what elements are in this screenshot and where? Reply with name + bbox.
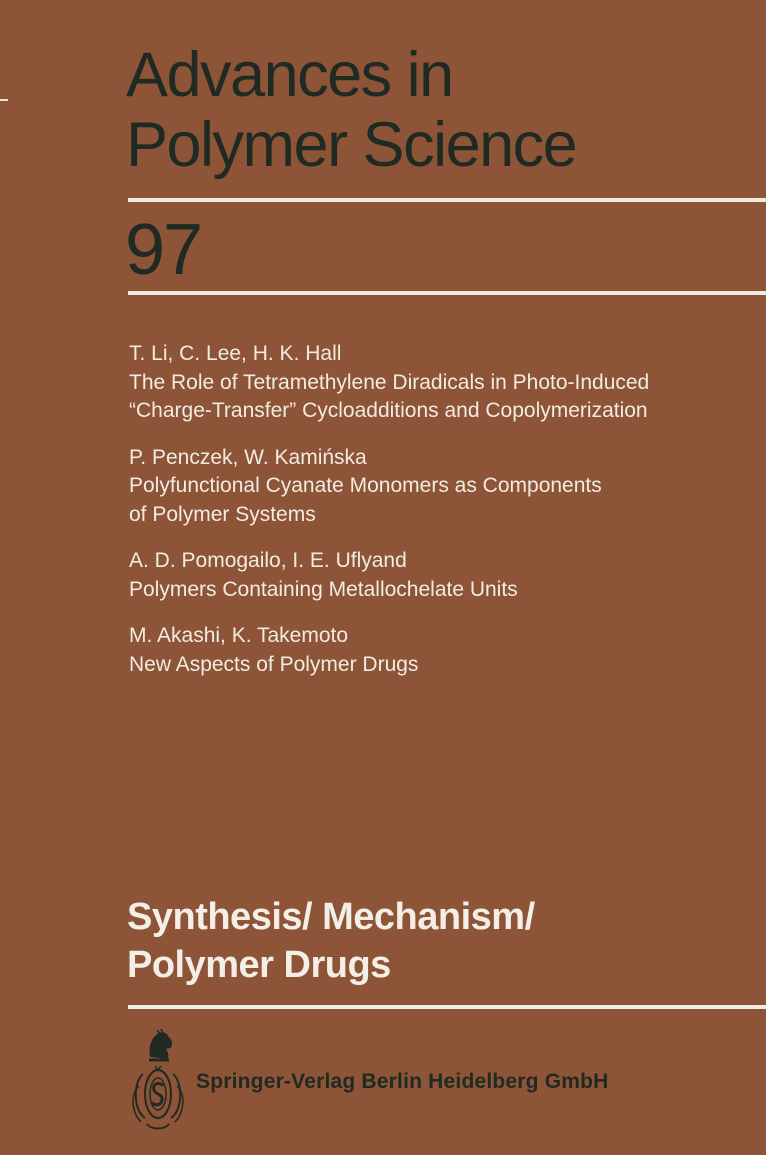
divider-middle [128, 291, 766, 295]
volume-number: 97 [125, 210, 202, 290]
publisher-name: Springer-Verlag Berlin Heidelberg GmbH [196, 1070, 609, 1093]
contents-list [129, 340, 759, 697]
volume-title-line-2: Polymer Drugs [127, 944, 391, 986]
springer-knight-icon [127, 1026, 189, 1134]
series-title-line-2: Polymer Science [126, 110, 577, 180]
article-authors: M. Akashi, K. Takemoto [129, 624, 349, 647]
article-authors: T. Li, C. Lee, H. K. Hall [129, 342, 342, 365]
article-title-line: The Role of Tetramethylene Diradicals in Photo-Induced [129, 370, 650, 394]
article-authors: P. Penczek, W. Kamińska [129, 445, 367, 469]
series-title-line-1: Advances in [126, 40, 453, 110]
edge-tick [0, 99, 8, 101]
article-entry [129, 444, 759, 530]
article-entry [129, 622, 759, 679]
article-entry [129, 340, 759, 426]
divider-bottom [128, 1005, 766, 1009]
divider-top [128, 198, 766, 202]
article-title-line: “Charge-Transfer” Cycloadditions and Copolymerization [129, 399, 648, 422]
article-title-line: of Polymer Systems [129, 502, 316, 526]
article-entry [129, 547, 759, 604]
volume-title-line-1: Synthesis/ Mechanism/ [127, 896, 535, 938]
article-title-line: Polyfunctional Cyanate Monomers as Components [129, 474, 602, 497]
series-title [126, 40, 576, 180]
article-authors: A. D. Pomogailo, I. E. Uflyand [129, 549, 407, 572]
article-title-line: Polymers Containing Metallochelate Units [129, 577, 518, 601]
article-title-line: New Aspects of Polymer Drugs [129, 652, 419, 676]
volume-title [127, 893, 535, 989]
